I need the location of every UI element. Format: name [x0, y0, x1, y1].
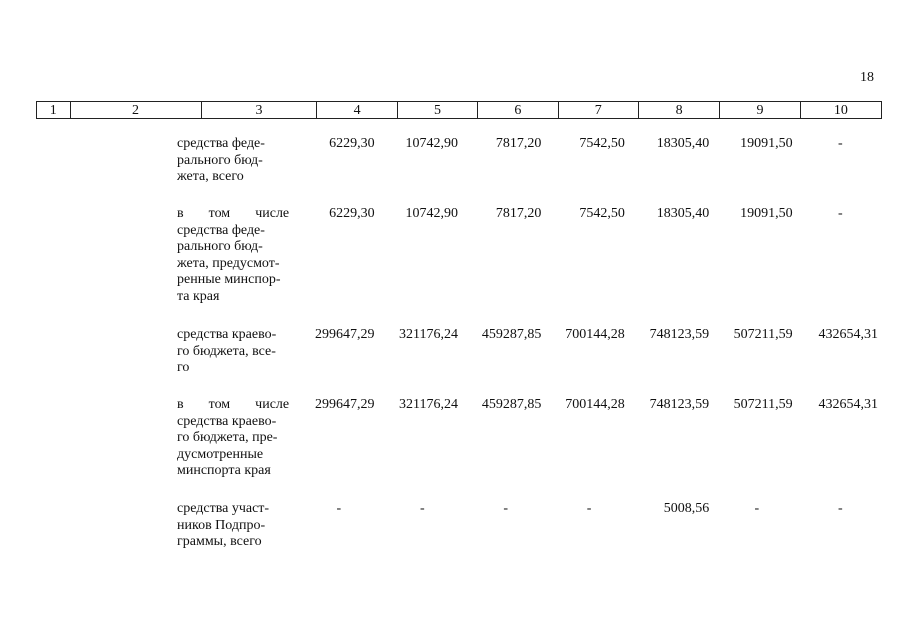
value-cell: 700144,28 — [565, 397, 625, 412]
header-cell-6: 6 — [478, 102, 558, 118]
header-cell-10: 10 — [833, 103, 848, 118]
value-cell: 321176,24 — [398, 397, 458, 412]
header-cell-9: 9 — [720, 102, 800, 118]
header-cell-8: 8 — [639, 102, 720, 118]
value-cell: 19091,50 — [740, 206, 793, 221]
value-cell: - — [754, 501, 760, 516]
page-number: 18 — [860, 70, 874, 85]
value-cell: 6229,30 — [329, 136, 375, 151]
value-cell: 10742,90 — [405, 136, 458, 151]
value-cell: 7817,20 — [495, 206, 542, 221]
value-cell: 700144,28 — [565, 327, 625, 342]
table-row — [36, 136, 882, 206]
value-cell: 7817,20 — [495, 136, 542, 151]
value-cell: 748123,59 — [649, 397, 710, 412]
value-cell: 18305,40 — [656, 206, 710, 221]
value-cell: 10742,90 — [405, 206, 458, 221]
header-cell-5: 5 — [398, 102, 478, 118]
value-cell: 432654,31 — [818, 327, 878, 342]
value-cell: 6229,30 — [329, 206, 375, 221]
row-label: средства краево- го бюджета, все- го — [177, 327, 277, 376]
value-cell: - — [503, 501, 508, 516]
row-label: в том числе средства краево- го бюджета, пре- дусмотренные минспорта края — [177, 397, 290, 479]
value-cell: - — [336, 501, 342, 516]
row-label: средства феде- рального бюд- жета, всего — [177, 136, 265, 185]
value-cell: - — [586, 501, 592, 516]
value-cell: - — [837, 501, 843, 516]
value-cell: 5008,56 — [663, 501, 710, 516]
table-row — [36, 206, 882, 327]
header-cell-4: 4 — [317, 102, 397, 118]
header-cell-2: 2 — [71, 102, 202, 118]
header-cell-7: 7 — [559, 102, 639, 118]
value-cell: 321176,24 — [398, 327, 458, 342]
value-cell: - — [838, 136, 843, 151]
row-label: в том числе средства феде- рального бюд- жета, предусмот- ренные минспор- та края — [177, 206, 290, 304]
value-cell: 7542,50 — [579, 206, 625, 221]
table-row — [36, 327, 882, 397]
value-cell: - — [419, 501, 425, 516]
value-cell: 299647,29 — [315, 397, 375, 412]
value-cell: 432654,31 — [818, 397, 878, 412]
value-cell: 507211,59 — [733, 397, 793, 412]
table-header-row — [36, 101, 882, 119]
value-cell: 748123,59 — [649, 327, 710, 342]
value-cell: 299647,29 — [315, 327, 375, 342]
header-cell-1: 1 — [37, 102, 71, 118]
value-cell: 459287,85 — [481, 327, 542, 342]
row-label: средства участ- ников Подпро- граммы, всего — [177, 501, 270, 550]
value-cell: 459287,85 — [481, 397, 542, 412]
value-cell: 19091,50 — [740, 136, 793, 151]
value-cell: - — [838, 206, 843, 221]
table-body — [36, 136, 882, 561]
value-cell: 507211,59 — [733, 327, 793, 342]
table-row — [36, 397, 882, 501]
value-cell: 18305,40 — [656, 136, 710, 151]
value-cell: 7542,50 — [579, 136, 625, 151]
header-cell-3: 3 — [202, 102, 318, 118]
table-row — [36, 501, 882, 561]
